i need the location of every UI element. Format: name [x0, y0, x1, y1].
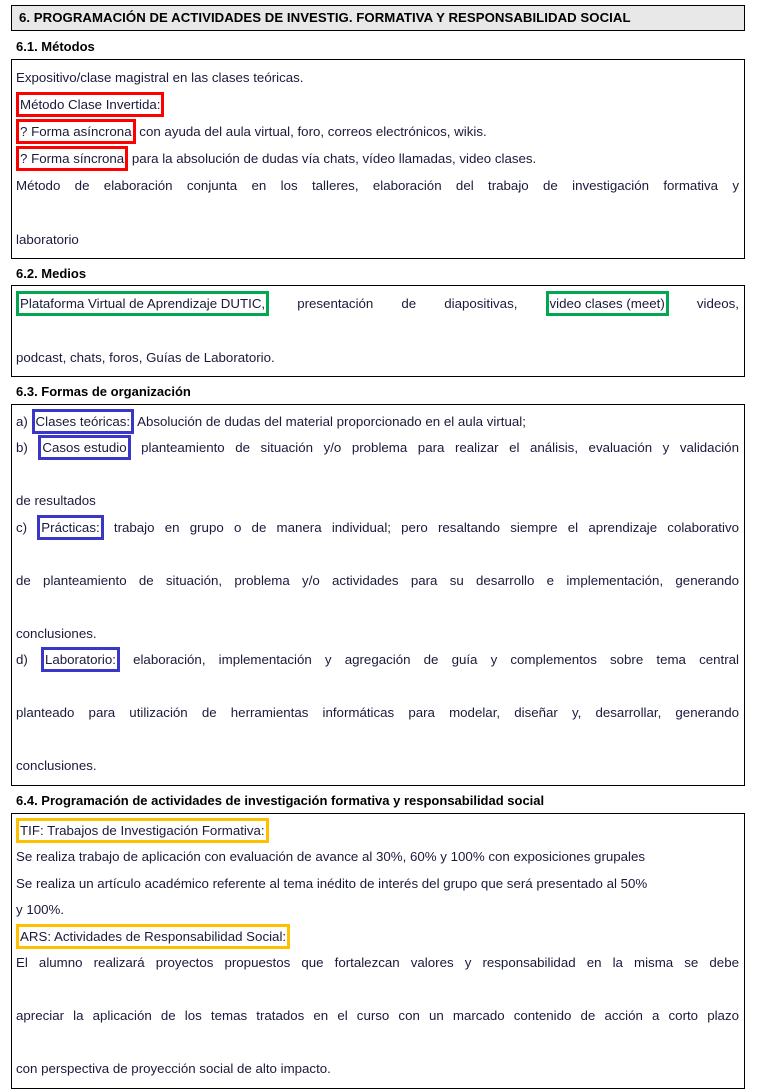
item-c-line2-text: de planteamiento de situación, problema y/o actividades para su desarrollo e implementación, generando [16, 572, 739, 588]
text-tif-line3: y 100%. [16, 902, 65, 918]
block-programacion-actividades [11, 813, 745, 1089]
item-b [16, 435, 739, 488]
line-tif-title [16, 818, 739, 845]
item-c-prefix: c) [16, 519, 38, 535]
item-b-rest: planteamiento de situación y/o problema para realizar el análisis, evaluación y validación [130, 440, 739, 456]
item-b-line2 [16, 488, 739, 515]
item-d-prefix: d) [16, 652, 41, 668]
highlight-ars: ARS: Actividades de Responsabilidad Social: [16, 924, 290, 949]
line-laboratorio-word [16, 226, 739, 253]
highlight-tif: TIF: Trabajos de Investigación Formativa: [16, 818, 269, 843]
highlight-practicas: Prácticas: [37, 515, 103, 540]
line-ars-2 [16, 1003, 739, 1056]
item-a-rest: Absolución de dudas del material proporcionado en el aula virtual; [134, 413, 526, 429]
highlight-metodo-clase-invertida: Método Clase Invertida: [16, 92, 164, 117]
highlight-video-clases-meet: video clases (meet) [546, 291, 669, 316]
item-d-rest: elaboración, implementación y agregación de guía y complementos sobre tema central [119, 652, 739, 668]
item-c-rest: trabajo en grupo o de manera individual; pero resaltando siempre el aprendizaje colaborativo [103, 519, 739, 535]
highlight-clases-teoricas: Clases teóricas: [32, 409, 135, 434]
text-forma-sincrona-rest: para la absolución de dudas vía chats, vídeo llamadas, video clases. [128, 150, 537, 166]
text-medios-after: videos, [668, 296, 739, 312]
subheading-metodos: 6.1. Métodos [16, 39, 95, 55]
line-tif-2 [16, 871, 739, 898]
text-tif-line2: Se realiza un artículo académico referente al tema inédito de interés del grupo que será presentado al 50% [16, 875, 648, 891]
line-expositivo [16, 64, 739, 91]
item-b-prefix: b) [16, 440, 39, 456]
line-ars-3 [16, 1056, 739, 1083]
highlight-casos-estudio: Casos estudio [38, 435, 130, 460]
block-formas-organizacion [11, 404, 745, 786]
item-c-line2 [16, 568, 739, 621]
highlight-laboratorio: Laboratorio: [41, 647, 120, 672]
subheading-medios: 6.2. Medios [16, 265, 87, 281]
line-ars-title [16, 924, 739, 951]
text-ars-line1: El alumno realizará proyectos propuestos que fortalezcan valores y responsabilidad en la misma se debe [16, 955, 739, 971]
line-medios-2 [16, 344, 739, 371]
block-medios [11, 285, 745, 377]
item-d [16, 647, 739, 700]
line-metodo-clase-invertida [16, 91, 739, 118]
text-tif-line1: Se realiza trabajo de aplicación con evaluación de avance al 30%, 60% y 100% con exposiciones grupales [16, 849, 646, 865]
item-d-line3-text: conclusiones. [16, 758, 97, 774]
line-tif-1 [16, 844, 739, 871]
text-elaboracion: Método de elaboración conjunta en los talleres, elaboración del trabajo de investigación formativa y [16, 177, 739, 193]
text-medios-line-two: podcast, chats, foros, Guías de Laboratorio. [16, 350, 275, 366]
highlight-plataforma-dutic: Plataforma Virtual de Aprendizaje DUTIC, [16, 291, 269, 316]
text-medios-middle: presentación de diapositivas, [269, 296, 546, 312]
item-a [16, 409, 739, 436]
text-ars-line2: apreciar la aplicación de los temas tratados en el curso con un marcado contenido de acción a corto plazo [16, 1008, 739, 1024]
item-c-line3 [16, 621, 739, 648]
line-forma-sincrona [16, 145, 739, 172]
section-banner: 6. PROGRAMACIÓN DE ACTIVIDADES DE INVESTIG. FORMATIVA Y RESPONSABILIDAD SOCIAL [11, 5, 745, 31]
text-ars-line3: con perspectiva de proyección social de alto impacto. [16, 1061, 331, 1077]
subheading-programacion-actividades: 6.4. Programación de actividades de investigación formativa y responsabilidad social [16, 792, 545, 808]
line-elaboracion-conjunta [16, 172, 739, 226]
line-forma-asincrona [16, 118, 739, 145]
subheading-formas-organizacion: 6.3. Formas de organización [16, 384, 191, 400]
highlight-forma-sincrona: ? Forma síncrona [16, 146, 128, 171]
text-laboratorio: laboratorio [16, 231, 79, 247]
line-ars-1 [16, 950, 739, 1003]
item-d-line2-text: planteado para utilización de herramientas informáticas para modelar, diseñar y, desarrollar, generando [16, 705, 739, 721]
text-forma-asincrona-rest: con ayuda del aula virtual, foro, correos electrónicos, wikis. [135, 123, 487, 139]
item-b-line2-text: de resultados [16, 493, 96, 509]
item-c-line3-text: conclusiones. [16, 625, 97, 641]
text-expositivo: Expositivo/clase magistral en las clases teóricas. [16, 69, 304, 85]
highlight-forma-asincrona: ? Forma asíncrona [16, 119, 136, 144]
item-d-line3 [16, 753, 739, 780]
item-a-prefix: a) [16, 413, 32, 429]
item-c [16, 515, 739, 568]
item-d-line2 [16, 700, 739, 753]
line-tif-3 [16, 897, 739, 924]
block-metodos [11, 59, 745, 259]
line-medios-1 [16, 290, 739, 344]
